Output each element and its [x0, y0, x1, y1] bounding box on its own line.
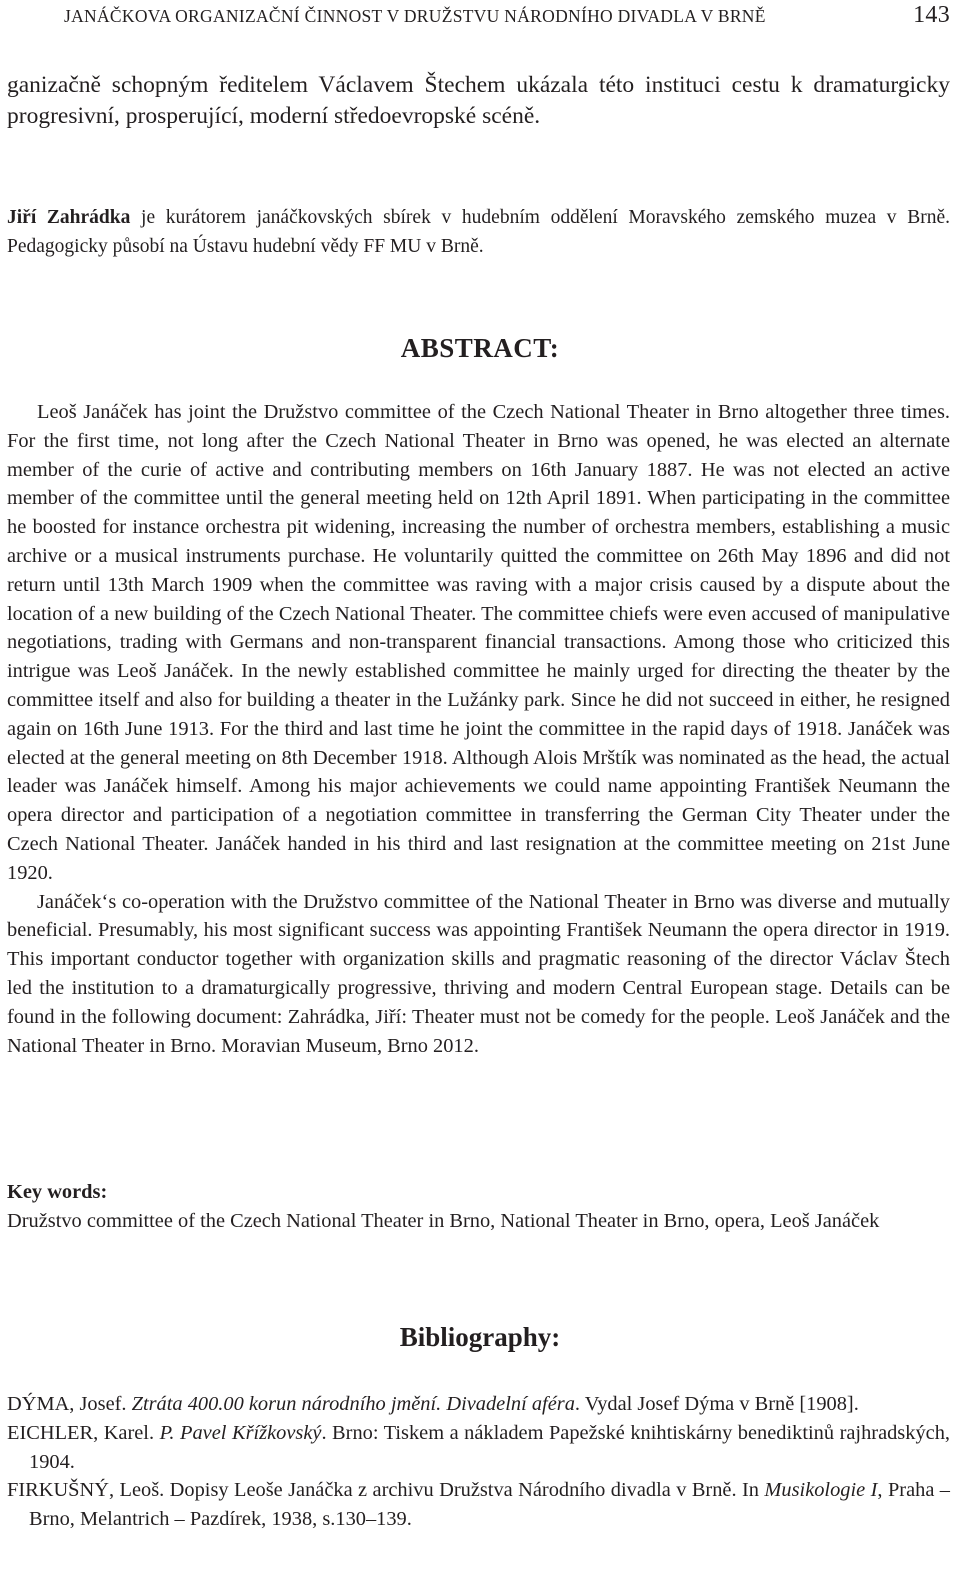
entry-title: Musikologie I [764, 1479, 878, 1502]
entry-text: EICHLER, Karel. [7, 1421, 160, 1444]
bibliography-entry [7, 1476, 950, 1534]
entry-title: Ztráta 400.00 korun národního jmění. Divadelní aféra [131, 1393, 575, 1415]
entry-text: FIRKUŠNÝ, Leoš. Dopisy Leoše Janáčka z archivu Družstva Národního divadla v Brně. In [7, 1479, 765, 1502]
bibliography-entry [7, 1390, 950, 1419]
entry-text: , Praha – Brno, Melantrich – Pazdírek, 1938, s.130–139. [29, 1479, 950, 1531]
abstract-heading: ABSTRACT: [400, 333, 560, 363]
abstract-paragraph-2: Janáček‘s co-operation with the Družstvo committee of the National Theater in Brno was diverse and mutually beneficial. Presumably, his most significant success was appointing František Neumann the opera director in 1919. This important conductor together with organization skills and pragmatic reasoning of the director Václav Štech led the institution to a dramaturgically progressive, thriving and modern Central European stage. Details can be found in the following document: Zahrádka, Jiří: Theater must not be comedy for the people. Leoš Janáček and the National Theater in Brno. Moravian Museum, Brno 2012. [7, 890, 950, 1057]
abstract-body [7, 398, 950, 1060]
author-note-text: je kurátorem janáčkovských sbírek v hudebním oddělení Moravského zemského muzea v Brně. Pedagogicky působí na Ústavu hudební vědy FF MU v Brně. [7, 207, 950, 257]
keywords-text: Družstvo committee of the Czech National Theater in Brno, National Theater in Brno, opera, Leoš Janáček [7, 1209, 880, 1232]
entry-title: P. Pavel Křížkovský [159, 1421, 322, 1444]
continuation-paragraph: ganizačně schopným ředitelem Václavem Štechem ukázala této instituci cestu k dramaturgicky progresivní, prosperující, moderní středoevropské scéně. [7, 72, 950, 129]
abstract-paragraph-1: Leoš Janáček has joint the Družstvo committee of the Czech National Theater in Brno altogether three times. For the first time, not long after the Czech National Theater in Brno was opened, he was elected an alternate member of the curie of active and contributing members on 16th January 1887. He was not elected an active member of the committee until the general meeting held on 12th April 1891. When participating in the committee he boosted for instance orchestra pit widening, increasing the number of orchestra members, establishing a music archive or a musical instruments purchase. He voluntarily quitted the committee on 26th May 1896 and did not return until 13th March 1909 when the committee was raving with a major crisis caused by a dispute about the location of a new building of the Czech National Theater. The committee chiefs were even accused of manipulative negotiations, trading with Germans and non-transparent financial transactions. Among those who criticized this intrigue was Leoš Janáček. In the newly established committee he mainly urged for directing the theater by the committee itself and also for building a theater in the Lužánky park. Since he did not succeed in either, he resigned again on 16th June 1913. For the third and last time he joint the committee in the rapid days of 1918. Janáček was elected at the general meeting on 8th December 1918. Although Alois Mrštík was nominated as the head, the actual leader was Janáček himself. Among his major achievements we could name appointing František Neumann the opera director and participation of a negotiation committee in transferring the German City Theater under the Czech National Theater. Janáček handed in his third and last resignation at the committee meeting on 21st June 1920. [7, 401, 950, 884]
running-title: JANÁČKOVA ORGANIZAČNÍ ČINNOST V DRUŽSTVU NÁRODNÍHO DIVADLA V BRNĚ [64, 6, 766, 26]
author-name: Jiří Zahrádka [7, 207, 131, 228]
entry-text: . Vydal Josef Dýma v Brně [1908]. [574, 1393, 859, 1415]
bibliography-entry [7, 1419, 950, 1477]
page-number: 143 [913, 2, 950, 28]
bibliography-list [7, 1390, 950, 1534]
keywords-label: Key words: [7, 1181, 108, 1203]
entry-text: DÝMA, Josef. [7, 1393, 132, 1415]
author-note [7, 203, 950, 261]
bibliography-heading: Bibliography: [399, 1322, 561, 1352]
entry-text: . Brno: Tiskem a nákladem Papežské knihtiskárny benediktinů rajhradských, 1904. [29, 1421, 950, 1473]
running-header [64, 2, 950, 32]
keywords-section [7, 1178, 950, 1236]
